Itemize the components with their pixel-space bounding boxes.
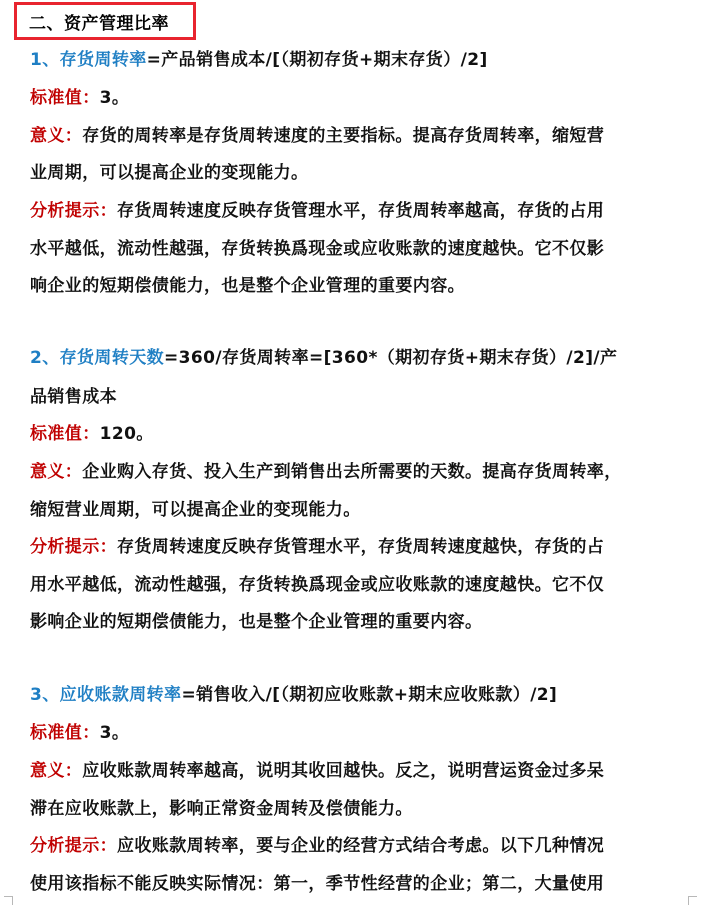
standard-line	[30, 720, 680, 746]
formula-line	[30, 682, 680, 708]
analysis-text: 应收账款周转率，要与企业的经营方式结合考虑。以下几种情况	[117, 836, 605, 856]
meaning-label: 意义：	[30, 462, 83, 482]
analysis-label: 分析提示：	[30, 836, 117, 856]
analysis-text: 使用该指标不能反映实际情况：第一，季节性经营的企业；第二，大量使用	[30, 874, 605, 894]
page-corner-mark	[4, 896, 13, 905]
analysis-line	[30, 198, 680, 224]
formula-line	[30, 345, 680, 371]
meaning-line	[30, 497, 680, 523]
page-corner-mark	[688, 896, 697, 905]
analysis-line	[30, 833, 680, 859]
meaning-text: 企业购入存货、投入生产到销售出去所需要的天数。提高存货周转率，	[82, 462, 622, 482]
analysis-text: 水平越低，流动性越强，存货转换爲现金或应收账款的速度越快。它不仅影	[30, 239, 605, 259]
analysis-text: 影响企业的短期偿债能力，也是整个企业管理的重要内容。	[30, 612, 483, 632]
standard-value: 3。	[99, 88, 130, 108]
meaning-label: 意义：	[30, 126, 83, 146]
standard-label: 标准值：	[30, 88, 100, 108]
formula-line	[30, 384, 680, 410]
formula-text: =360/存货周转率=[360*（期初存货+期末存货）/2]/产	[164, 348, 618, 368]
meaning-line	[30, 160, 680, 186]
analysis-line	[30, 534, 680, 560]
analysis-line	[30, 609, 680, 635]
analysis-text: 用水平越低，流动性越强，存货转换爲现金或应收账款的速度越快。它不仅	[30, 575, 605, 595]
meaning-line	[30, 123, 680, 149]
meaning-text: 应收账款周转率越高，说明其收回越快。反之，说明营运资金过多呆	[82, 761, 605, 781]
formula-line	[30, 47, 680, 73]
meaning-text: 存货的周转率是存货周转速度的主要指标。提高存货周转率，缩短营	[82, 126, 605, 146]
standard-label: 标准值：	[30, 424, 100, 444]
ratio-title: 1、存货周转率	[30, 50, 147, 70]
analysis-text: 存货周转速度反映存货管理水平，存货周转速度越快，存货的占	[117, 537, 605, 557]
meaning-text: 业周期，可以提高企业的变现能力。	[30, 163, 309, 183]
analysis-line	[30, 572, 680, 598]
analysis-line	[30, 273, 680, 299]
meaning-line	[30, 796, 680, 822]
analysis-line	[30, 236, 680, 262]
standard-line	[30, 421, 680, 447]
analysis-label: 分析提示：	[30, 537, 117, 557]
standard-value: 3。	[99, 723, 130, 743]
ratio-title: 3、应收账款周转率	[30, 685, 182, 705]
meaning-line	[30, 459, 680, 485]
formula-text: 品销售成本	[30, 387, 117, 407]
meaning-line	[30, 758, 680, 784]
standard-value: 120。	[99, 424, 154, 444]
formula-text: =产品销售成本/[（期初存货+期末存货）/2]	[146, 50, 488, 70]
section-heading-box	[14, 2, 196, 40]
meaning-text: 缩短营业周期，可以提高企业的变现能力。	[30, 500, 361, 520]
analysis-label: 分析提示：	[30, 201, 117, 221]
section-heading: 二、资产管理比率	[29, 13, 169, 34]
analysis-text: 存货周转速度反映存货管理水平，存货周转率越高，存货的占用	[117, 201, 605, 221]
ratio-title: 2、存货周转天数	[30, 348, 165, 368]
standard-line	[30, 85, 680, 111]
meaning-label: 意义：	[30, 761, 83, 781]
formula-text: =销售收入/[（期初应收账款+期末应收账款）/2]	[181, 685, 558, 705]
analysis-line	[30, 871, 680, 897]
standard-label: 标准值：	[30, 723, 100, 743]
analysis-text: 响企业的短期偿债能力，也是整个企业管理的重要内容。	[30, 276, 465, 296]
meaning-text: 滞在应收账款上，影响正常资金周转及偿债能力。	[30, 799, 413, 819]
